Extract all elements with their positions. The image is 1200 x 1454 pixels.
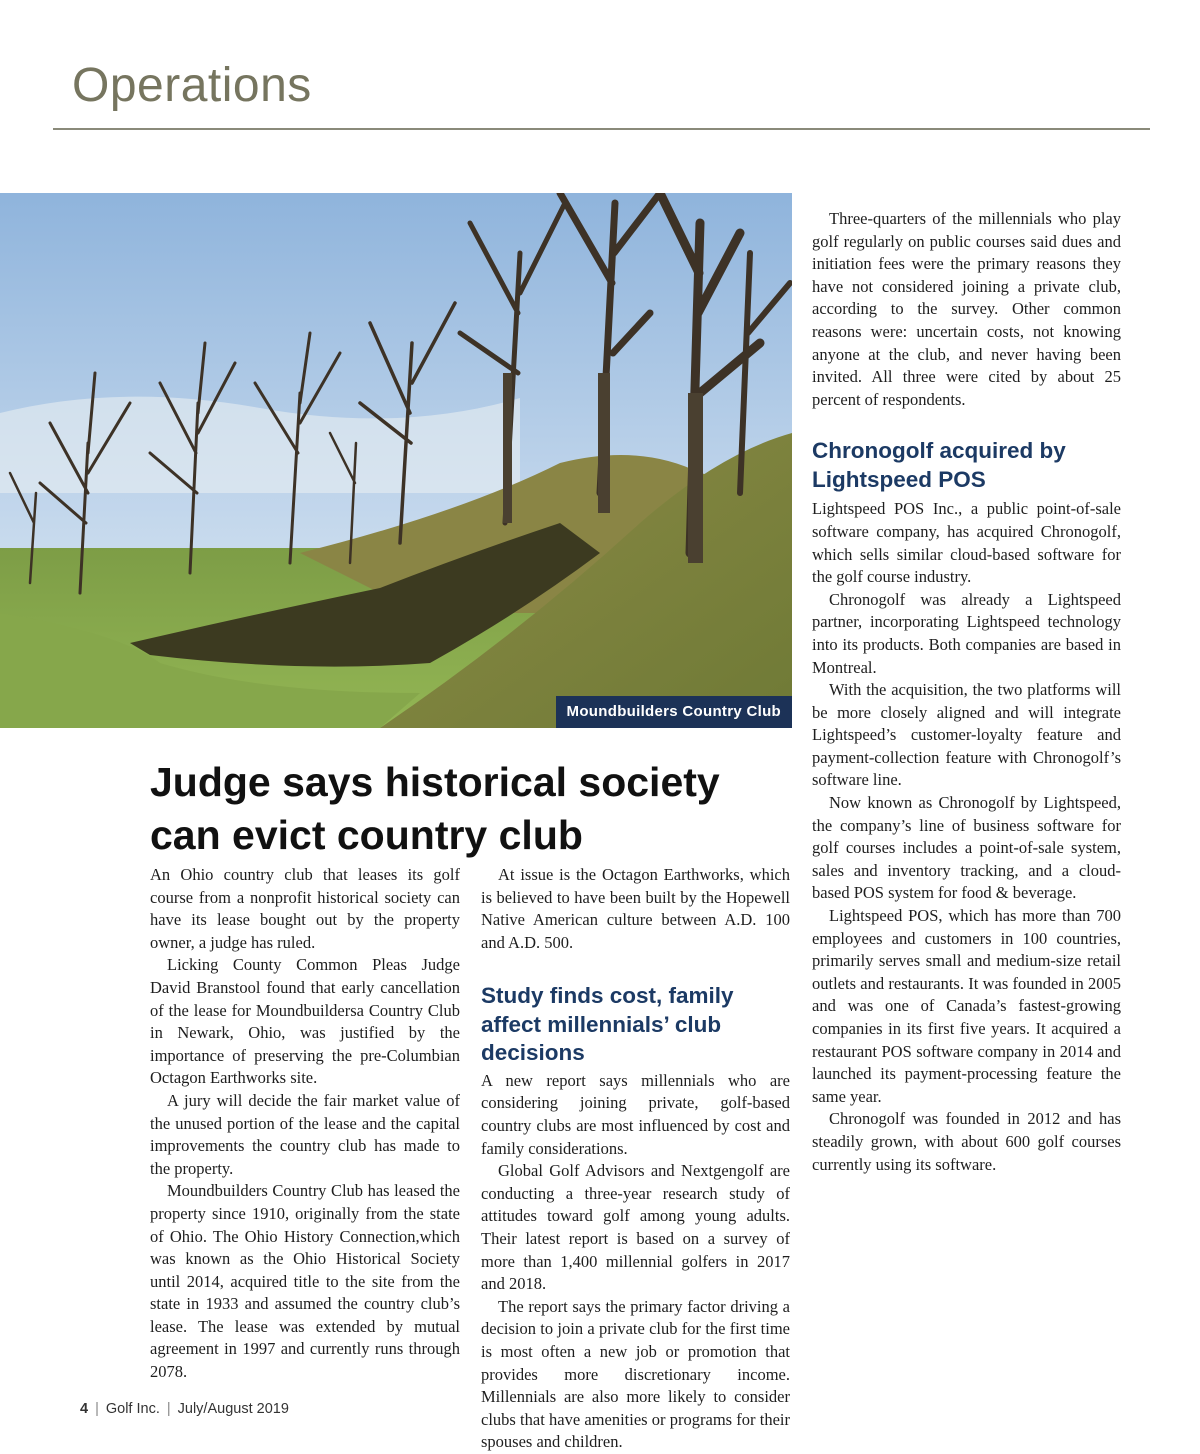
article3-paragraph: Now known as Chronogolf by Lightspeed, the company’s line of business software for golf courses includes a point-of-sale system, sales and inventory tracking, and a cloud-based POS system for food & beverage.	[812, 793, 1121, 903]
section-divider	[53, 128, 1150, 130]
article1-paragraph: At issue is the Octagon Earthworks, which is believed to have been built by the Hopewell Native American culture between A.D. 100 and A.D. 500.	[481, 865, 790, 952]
article3-paragraph: Chronogolf was already a Lightspeed partner, incorporating Lightspeed technology into its products. Both companies are based in Montreal.	[812, 589, 1121, 677]
article2-paragraph: A new report says millennials who are considering joining private, golf-based country clubs are most influenced by cost and family considerations.	[481, 1070, 790, 1158]
article3-paragraph: Chronogolf was founded in 2012 and has steadily grown, with about 600 golf courses currently using its software.	[812, 1109, 1121, 1174]
publication-name: Golf Inc.	[105, 1401, 160, 1417]
article3-paragraph: Lightspeed POS Inc., a public point-of-sale software company, has acquired Chronogolf, which sells similar cloud-based software for the golf course industry.	[812, 499, 1121, 587]
article2-paragraph: Three-quarters of the millennials who play golf regularly on public courses said dues and initiation fees were the primary reasons they have not considered joining a private club, according to the survey. Other common reasons were: uncertain costs, not knowing anyone at the club, and never having been invited. All three were cited by about 25 percent of respondents.	[812, 209, 1121, 409]
article1-paragraph: Moundbuilders Country Club has leased the property since 1910, originally from the state of Ohio. The Ohio History Connection,which was known as the Ohio Historical Society until 2014, acquired title to the site from the state in 1933 and assumed the country club’s lease. The lease was extended by mutual agreement in 1997 and currently runs through 2078.	[150, 1181, 460, 1382]
column-1	[150, 864, 460, 1384]
article3-paragraph: Lightspeed POS, which has more than 700 employees and customers in 100 countries, primarily serves small and medium-size retail outlets and restaurants. It was founded in 2005 and was one of Canada’s fastest-growing companies in its first five years. It acquired a restaurant POS software company in 2014 and launched its payment-processing feature the same year.	[812, 906, 1121, 1106]
page-number: 4	[80, 1401, 89, 1417]
issue-date: July/August 2019	[177, 1401, 289, 1417]
photo-moundbuilders	[0, 193, 792, 728]
footer-separator: |	[166, 1401, 171, 1417]
article-headline: Judge says historical society can evict country club	[150, 759, 720, 858]
photo-landscape	[0, 193, 792, 728]
photo-caption: Moundbuilders Country Club	[556, 696, 792, 728]
article2-paragraph: The report says the primary factor driving a decision to join a private club for the first time is most often a new job or promotion that provides more discretionary income. Millennials are also more likely to consider clubs that have amenities or programs for their spouses and children.	[481, 1296, 790, 1452]
section-title: Operations	[72, 59, 312, 112]
article1-paragraph: An Ohio country club that leases its golf course from a nonprofit historical society can have its lease bought out by the property owner, a judge has ruled.	[150, 865, 460, 952]
article2-paragraph: Global Golf Advisors and Nextgengolf are conducting a three-year research study of attitudes toward golf among young adults. Their latest report is based on a survey of more than 1,400 millennial golfers in 2017 and 2018.	[481, 1161, 790, 1294]
page-footer	[80, 1401, 289, 1417]
article2-headline: Study finds cost, family affect millennials’ club decisions	[481, 983, 734, 1066]
column-3	[812, 208, 1121, 1176]
article3-headline: Chronogolf acquired by Lightspeed POS	[812, 438, 1066, 492]
article1-paragraph: A jury will decide the fair market value of the unused portion of the lease and the capital improvements the country club has made to the property.	[150, 1090, 460, 1178]
footer-separator: |	[95, 1401, 99, 1417]
column-2	[481, 864, 790, 1454]
article1-paragraph: Licking County Common Pleas Judge David Branstool found that early cancellation of the lease for Moundbuildersa Country Club in Newark, Ohio, was justified by the importance of preserving the pre-Columbian Octagon Earthworks site.	[150, 955, 460, 1088]
article3-paragraph: With the acquisition, the two platforms will be more closely aligned and will integrate Lightspeed’s customer-loyalty feature and payment-collection feature with Chronogolf’s software line.	[812, 680, 1121, 790]
